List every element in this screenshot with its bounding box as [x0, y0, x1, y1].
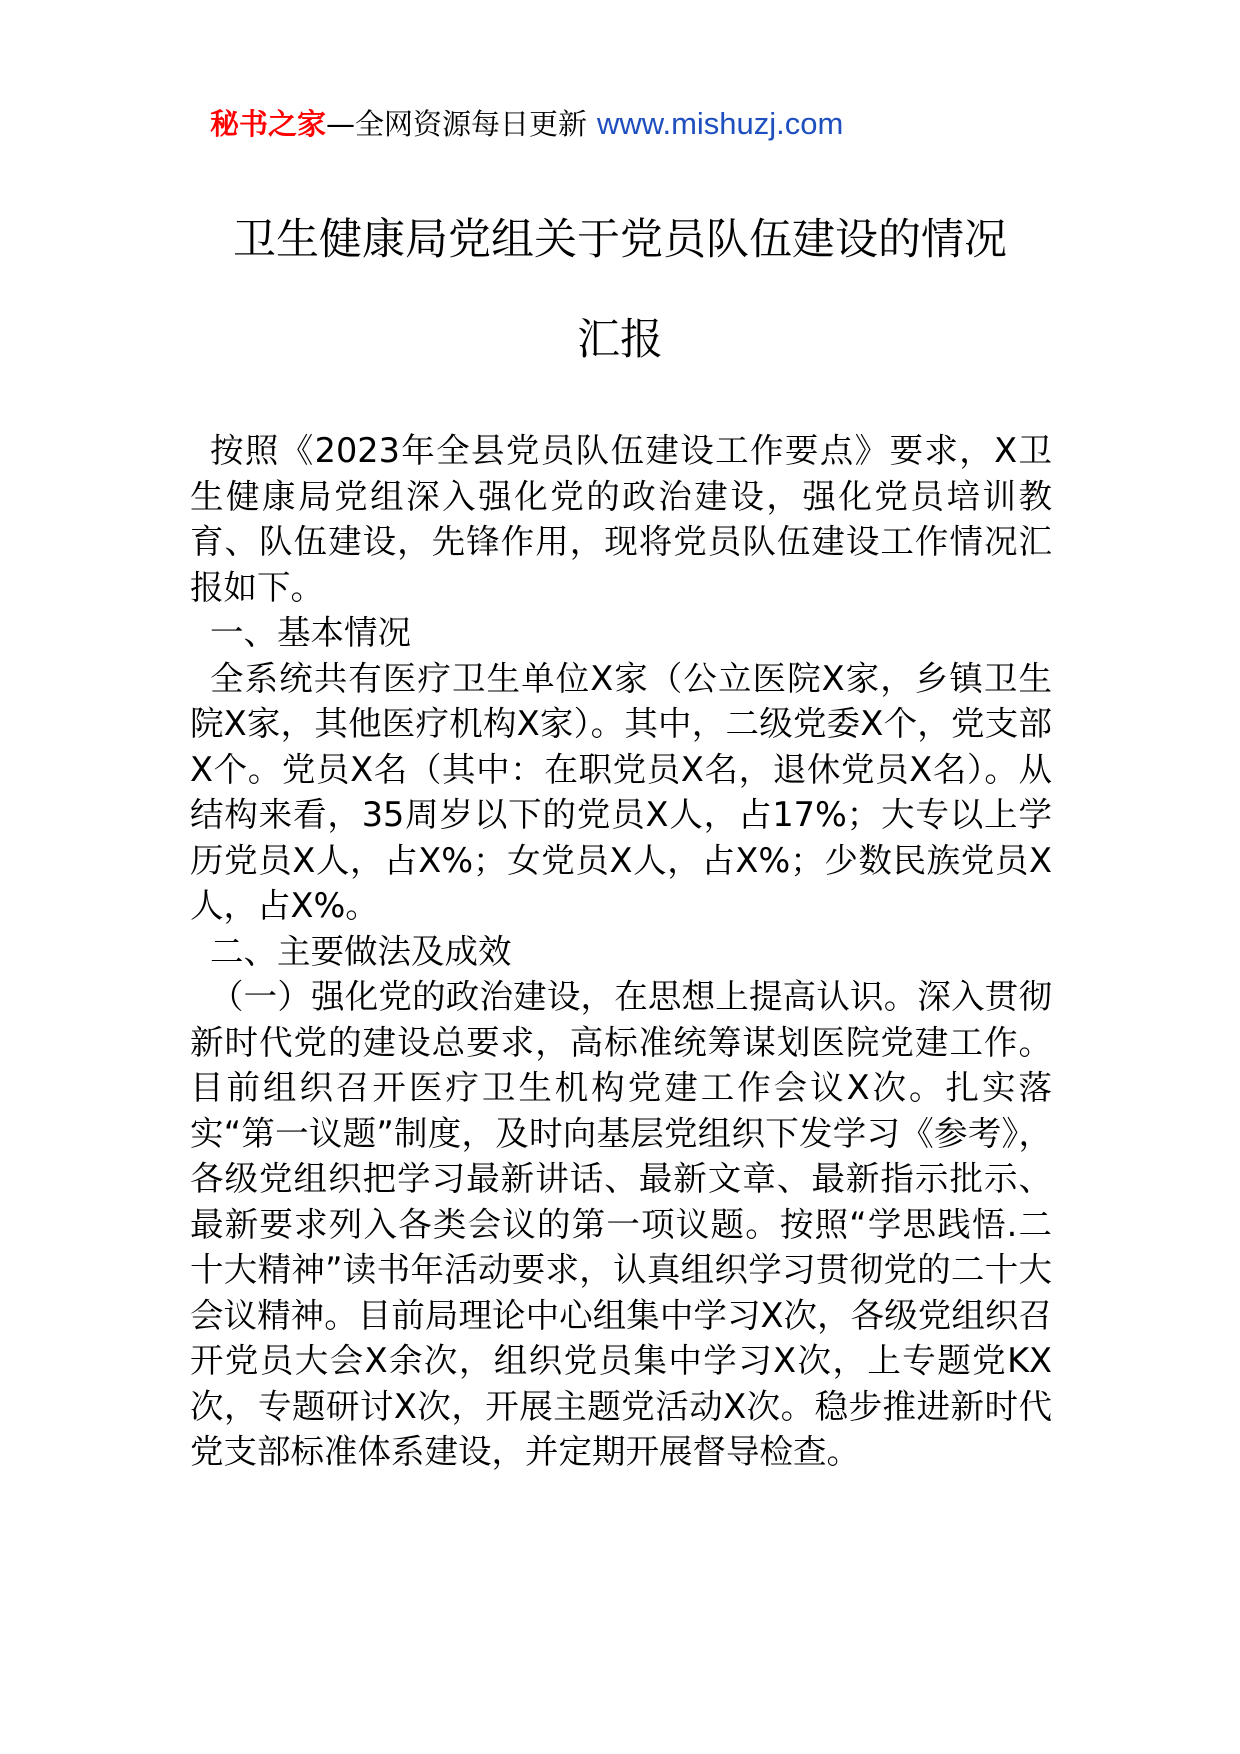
intro-paragraph: 按照《2023年全县党员队伍建设工作要点》要求，X卫生健康局党组深入强化党的政治建设，强化党员培训教育、队伍建设，先锋作用，现将党员队伍建设工作情况汇报如下。: [190, 431, 1052, 607]
brand-name: 秘书之家: [210, 107, 327, 141]
header-tagline: —全网资源每日更新: [326, 107, 588, 141]
basic-situation-paragraph: 全系统共有医疗卫生单位X家（公立医院X家，乡镇卫生院X家，其他医疗机构X家）。其中，二级党委X个，党支部X个。党员X名（其中：在职党员X名，退休党员X名）。从结构来看，35周岁以下的党员X人，占17%；大专以上学历党员X人，占X%；女党员X人，占X%；少数民族党员X人，占X%。: [190, 658, 1052, 925]
title-line-2: 汇报: [577, 315, 663, 365]
document-title: [190, 190, 1050, 390]
political-construction-paragraph: （一）强化党的政治建设，在思想上提高认识。深入贯彻新时代党的建设总要求，高标准统筹谋划医院党建工作。目前组织召开医疗卫生机构党建工作会议X次。扎实落实“第一议题”制度，及时向基层党组织下发学习《参考》，各级党组织把学习最新讲话、最新文章、最新指示批示、最新要求列入各类会议的第一项议题。按照“学思践悟.二十大精神”读书年活动要求，认真组织学习贯彻党的二十大会议精神。目前局理论中心组集中学习X次，各级党组织召开党员大会X余次，组织党员集中学习X次，上专题党KX次，专题研讨X次，开展主题党活动X次。稳步推进新时代党支部标准体系建设，并定期开展督导检查。: [190, 977, 1052, 1471]
document-body: [190, 428, 1052, 1475]
section-heading-main-practices: 二、主要做法及成效: [210, 931, 512, 971]
page-header: [210, 104, 843, 144]
section-heading-basic-situation: 一、基本情况: [210, 613, 411, 652]
website-link[interactable]: www.mishuzj.com: [597, 106, 844, 141]
title-line-1: 卫生健康局党组关于党员队伍建设的情况: [233, 215, 1007, 265]
